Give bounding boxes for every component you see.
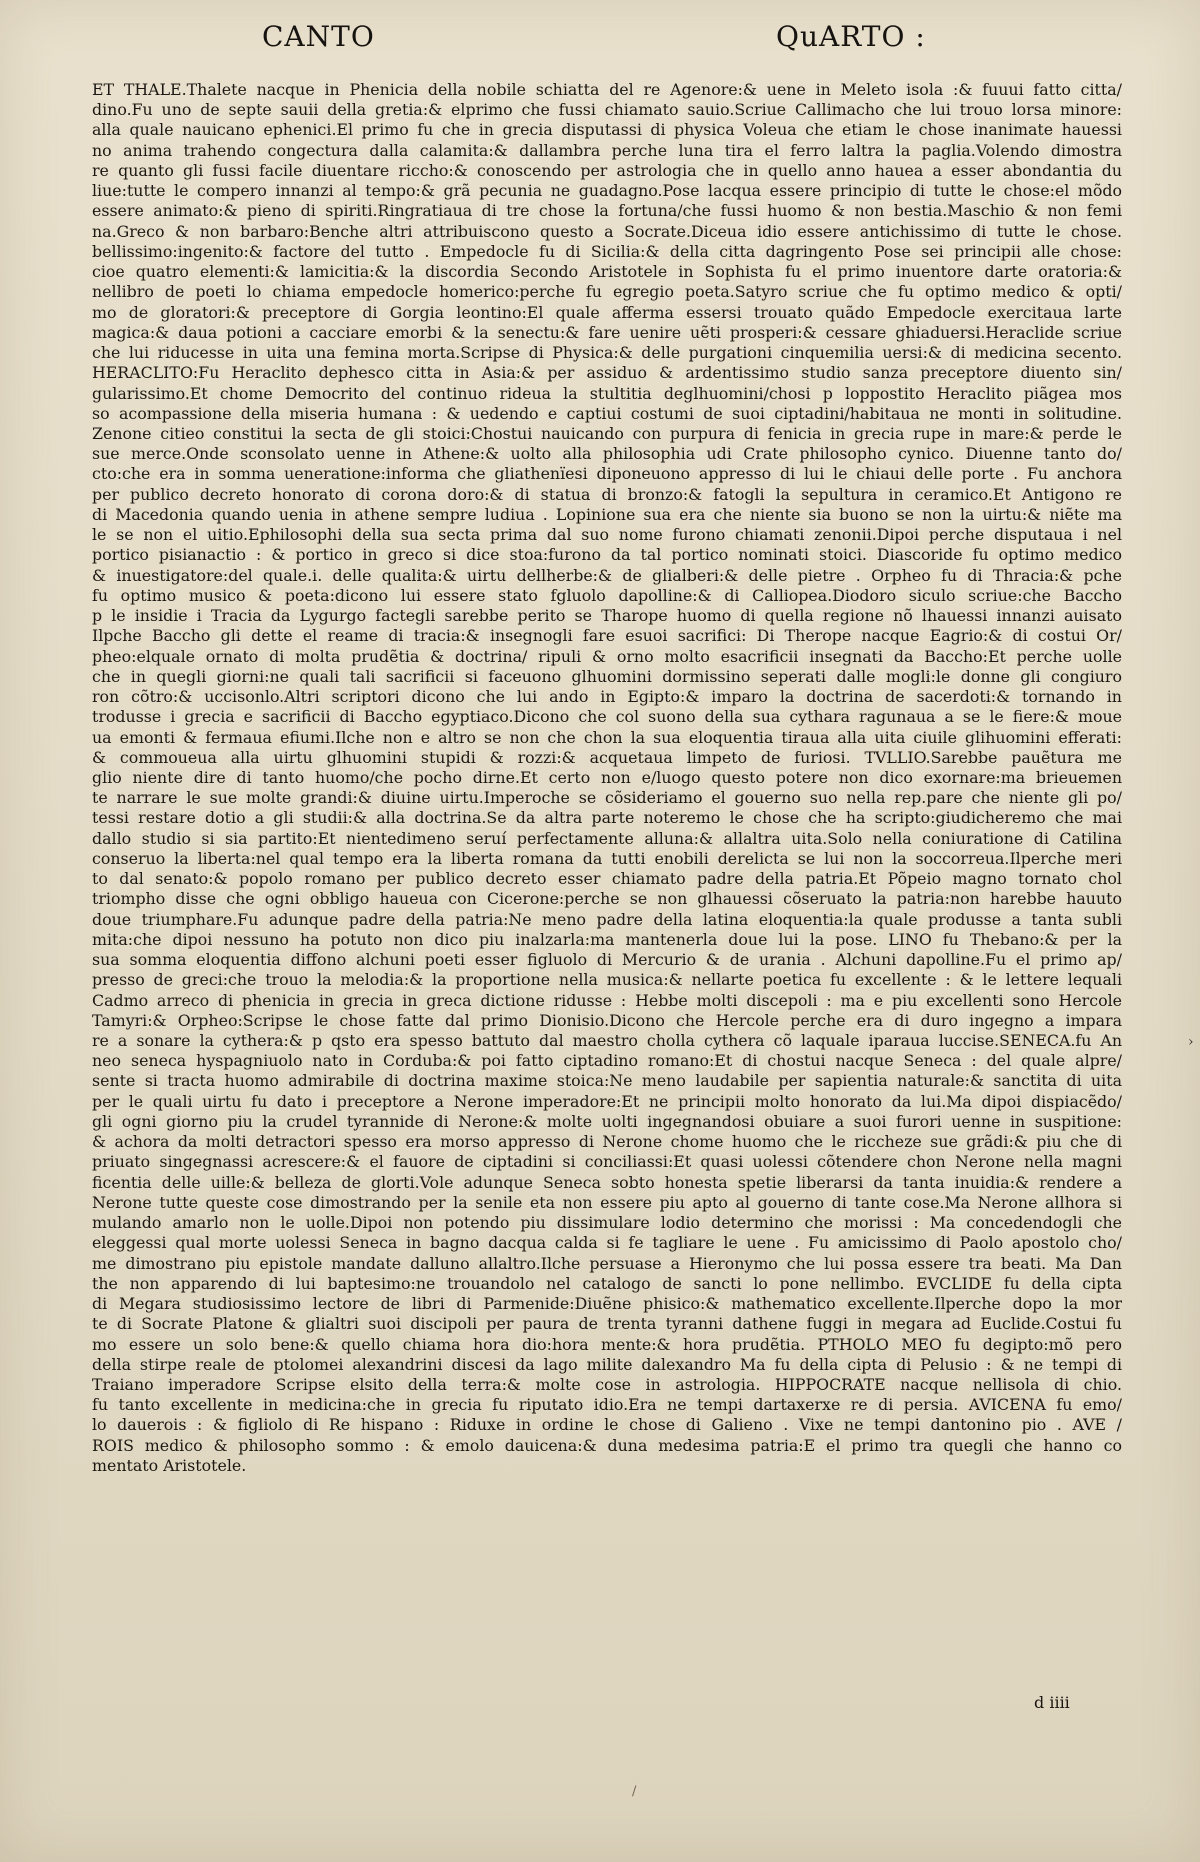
text-line: che lui riducesse in uita una femina morta.Scripse di Physica:& delle purgationi cinquemilia uersi:& di medicina secento. [92, 343, 1122, 363]
text-line: priuato singegnassi acrescere:& el fauore de ciptadini si conciliassi:Et quasi uolessi cõtendere chon Nerone nella magni [92, 1152, 1122, 1172]
text-line: me dimostrano piu epistole mandate dalluno allaltro.Ilche persuase a Hieronymo che lui possa essere tra beati. Ma Dan [92, 1253, 1122, 1273]
text-line: Nerone tutte queste cose dimostrando per la senile eta non essere piu apto al gouerno di tante cose.Ma Nerone allhora si [92, 1192, 1122, 1212]
text-line: gli ogni giorno piu la crudel tyrannide di Nerone:& molte uolti ingegnandosi obuiare a suoi furori uenne in suspitione: [92, 1111, 1122, 1131]
text-line: & achora da molti detractori spesso era morso appresso di Nerone chome huomo che le riccheze sue grãdi:& piu che di [92, 1132, 1122, 1152]
signature-mark: d iiii [1034, 1693, 1070, 1712]
text-line: conseruo la liberta:nel qual tempo era la liberta romana da tutti enobili derelicta se lui non la soccorreua.Ilperche meri [92, 848, 1122, 868]
text-line: presso de greci:che trouo la melodia:& la proportione nella musica:& nellarte poetica fu excellente : & le lettere lequali [92, 970, 1122, 990]
text-line: the non apparendo di lui baptesimo:ne trouandolo nel catalogo de sancti lo pone nellimbo. EVCLIDE fu della cipta [92, 1273, 1122, 1293]
text-line: ET THALE.Thalete nacque in Phenicia della nobile schiatta del re Agenore:& uene in Meleto isola :& fuuui fatto citta/ [92, 80, 1122, 99]
running-head-left: CANTO [262, 20, 375, 53]
text-line: Zenone citieo constitui la secta de gli stoici:Chostui nauicando con purpura di fenicia in grecia rupe in mare:& perde le [92, 423, 1122, 443]
text-line: mulando amarlo non le uolle.Dipoi non potendo piu dissimulare lodio determino che morissi : Ma concedendogli che [92, 1213, 1122, 1233]
text-line: per le quali uirtu fu dato i preceptore a Nerone imperadore:Et ne principii molto honorato da lui.Ma dipoi dispiacẽdo/ [92, 1091, 1122, 1111]
text-line: ua emonti & fermaua efiumi.Ilche non e altro se non che chon la sua eloquentia tiraua alla uita ciuile glihuomini efferati: [92, 727, 1122, 747]
text-line: p le insidie i Tracia da Lygurgo factegli sarebbe perito se Tharope huomo di quella regione nõ lhauessi innanzi auisato [92, 606, 1122, 626]
text-line: portico pisianactio : & portico in greco si dice stoa:furono da tal portico nominati stoici. Diascoride fu optimo medico [92, 545, 1122, 565]
text-line: mo de gloratori:& preceptore di Gorgia leontino:El quale afferma essersi trouato quãdo Empedocle exercitaua larte [92, 302, 1122, 322]
text-line: per publico decreto honorato di corona doro:& di statua di bronzo:& fatogli la sepultura in ceramico.Et Antigono re [92, 484, 1122, 504]
text-line: sue merce.Onde sconsolato uenne in Athene:& uolto alla philosophia udi Crate philosopho cynico. Diuenne tanto do/ [92, 444, 1122, 464]
text-line: essere animato:& pieno di spiriti.Ringratiaua di tre chose la fortuna/che fussi huomo & non bestia.Maschio & non femi [92, 201, 1122, 221]
commentary-text-block [92, 80, 1122, 1710]
text-line: Cadmo arreco di phenicia in grecia in greca dictione ridusse : Hebbe molti discepoli : ma e piu excellenti sono Hercole [92, 990, 1122, 1010]
text-line: no anima trahendo congectura dalla calamita:& dallambra perche luna tira el ferro laltra la paglia.Volendo dimostra [92, 140, 1122, 160]
text-line: Tamyri:& Orpheo:Scripse le chose fatte dal primo Dionisio.Dicono che Hercole perche era di duro ingegno a impara [92, 1010, 1122, 1030]
text-line: gularissimo.Et chome Democrito del continuo rideua la stultitia deglhuomini/chosi p loppostito Heraclito piãgea mos [92, 383, 1122, 403]
text-line: re a sonare la cythera:& p qsto era spesso battuto dal maestro cholla cythera cõ laquale iparaua luccise.SENECA.fu An [92, 1031, 1122, 1051]
margin-mark: › [1188, 1034, 1194, 1050]
text-line: dallo studio si sia partito:Et nientedimeno seruí perfectamente alluna:& allaltra uita.Solo nella coniuratione di Catilina [92, 828, 1122, 848]
text-line: mita:che dipoi nessuno ha potuto non dico piu inalzarla:ma mantenerla doue lui la pose. LINO fu Thebano:& per la [92, 929, 1122, 949]
text-line: lo dauerois : & figliolo di Re hispano : Riduxe in ordine le chose di Galieno . Vixe ne tempi dantonino pio . AVE / [92, 1415, 1122, 1435]
text-line: ROIS medico & philosopho sommo : & emolo dauicena:& duna medesima patria:E el primo tra quegli che hanno co [92, 1435, 1122, 1455]
text-line: mentato Aristotele. [92, 1455, 247, 1475]
text-line: sente si tracta huomo admirabile di doctrina maxime stoica:Ne meno laudabile per sapientia naturale:& sanctita di uita [92, 1071, 1122, 1091]
text-line: cto:che era in somma ueneratione:informa che gliathenïesi diponeuono appresso di lui le chiaui delle porte . Fu anchora [92, 464, 1122, 484]
text-line: ron cõtro:& uccisonlo.Altri scriptori dicono che lui ando in Egipto:& imparo la doctrina de sacerdoti:& tornando in [92, 687, 1122, 707]
text-line: magica:& daua potioni a cacciare emorbi & la senectu:& fare uenire uẽti prosperi:& cessare ghiaduersi.Heraclide scriue [92, 322, 1122, 342]
text-line: di Megara studiosissimo lectore de libri di Parmenide:Diuẽne phisico:& mathematico excellente.Ilperche dopo la mor [92, 1294, 1122, 1314]
text-line: HERACLITO:Fu Heraclito dephesco citta in Asia:& per assiduo & ardentissimo studio sanza preceptore diuento sin/ [92, 363, 1122, 383]
text-line: pheo:elquale ornato di molta prudẽtia & doctrina/ ripuli & orno molto esacrificii insegnati da Baccho:Et perche uolle [92, 646, 1122, 666]
text-line: trodusse i grecia e sacrificii di Baccho egyptiaco.Dicono che col suono della sua cythara ragunaua a se le fiere:& moue [92, 707, 1122, 727]
text-line: della stirpe reale de ptolomei alexandrini discesi da lago milite dalexandro Ma fu della cipta di Pelusio : & ne tempi di [92, 1354, 1122, 1374]
text-line: na.Greco & non barbaro:Benche altri attribuiscono questo a Socrate.Diceua idio essere antichissimo di tutte le chose. [92, 221, 1122, 241]
running-head [0, 14, 1200, 62]
text-line: le se non el uitio.Ephilosophi della sua secta prima dal suo nome furono chiamati zenonii.Dipoi perche disputaua i nel [92, 525, 1122, 545]
text-line: mo essere un solo bene:& quello chiama hora dio:hora mente:& hora prudẽtia. PTHOLO MEO fu degipto:mõ pero [92, 1334, 1122, 1354]
text-line: che in quegli giorni:ne quali tali sacrificii si faceuono glhuomini dormissino seperati dalle mogli:le donne gli congiuro [92, 666, 1122, 686]
text-line: nellibro de poeti lo chiama empedocle homerico:perche fu egregio poeta.Satyro scriue che fu optimo medico & opti/ [92, 282, 1122, 302]
text-line: glio niente dire di tanto huomo/che pocho dirne.Et certo non e/luogo questo potere non dico exornare:ma brieuemen [92, 767, 1122, 787]
text-line: cioe quatro elementi:& lamicitia:& la discordia Secondo Aristotele in Sophista fu el primo inuentore darte oratoria:& [92, 262, 1122, 282]
text-line: to dal senato:& popolo romano per publico decreto esser chiamato padre della patria.Et Põpeio magno tornato chol [92, 869, 1122, 889]
text-line: liue:tutte le compero innanzi al tempo:& grã pecunia ne guadagno.Pose lacqua essere principio di tutte le chose:el mõdo [92, 181, 1122, 201]
text-line: & commoueua alla uirtu glhuomini stupidi & rozzi:& acquetaua limpeto de furiosi. TVLLIO.Sarebbe pauẽtura me [92, 747, 1122, 767]
running-head-right: QuARTO : [776, 20, 926, 53]
text-line: alla quale nauicano ephenici.El primo fu che in grecia disputassi di physica Voleua che etiam le chose inanimate hauessi [92, 120, 1122, 140]
text-line: fu optimo musico & poeta:dicono lui essere stato fgluolo dapolline:& di Calliopea.Diodoro siculo scriue:che Baccho [92, 585, 1122, 605]
text-line: te di Socrate Platone & glialtri suoi discipoli per paura de trenta tyranni dathene fuggi in megara ad Euclide.Costui fu [92, 1314, 1122, 1334]
text-line: eleggessi qual morte uolessi Seneca in bagno dacqua calda si fe tagliare le uene . Fu amicissimo di Paolo apostolo cho/ [92, 1233, 1122, 1253]
text-line: Traiano imperadore Scripse elsito della terra:& molte cose in astrologia. HIPPOCRATE nacque nellisola di chio. [92, 1375, 1122, 1394]
text-line: doue triumphare.Fu adunque padre della patria:Ne meno padre della latina eloquentia:la quale produsse a tanta subli [92, 909, 1122, 929]
footer-mark: / [632, 1784, 637, 1799]
text-line: te narrare le sue molte grandi:& diuine uirtu.Imperoche se cõsideriamo el gouerno suo nella rep.pare che niente gli po/ [92, 788, 1122, 808]
text-line: Ilpche Baccho gli dette el reame di tracia:& insegnogli fare esuoi sacrifici: Di Therope nacque Eagrio:& di costui Or/ [92, 626, 1122, 646]
text-line: tessi restare dotio a gli studii:& alla doctrina.Se da altra parte noteremo le chose che ha scripto:giudicheremo che mai [92, 808, 1122, 828]
text-line: fu tanto excellente in medicina:che in grecia fu riputato idio.Era ne tempi dartaxerxe re di persia. AVICENA fu emo/ [92, 1395, 1122, 1415]
text-line: neo seneca hyspagniuolo nato in Corduba:& poi fatto ciptadino romano:Et di chostui nacque Seneca : del quale alpre/ [92, 1051, 1122, 1071]
text-line: re quanto gli fussi facile diuentare riccho:& conoscendo per astrologia che in quello anno hauea a esser abondantia du [92, 160, 1122, 180]
text-line: triompho disse che ogni obbligo haueua con Cicerone:perche se non glhauessi cõseruato la patria:non harebbe hauuto [92, 889, 1122, 909]
text-line: sua somma eloquentia diffono alchuni poeti esser figluolo di Mercurio & de urania . Alchuni dapolline.Fu el primo ap/ [92, 950, 1122, 970]
text-line: ficentia delle uille:& belleza de glorti.Vole adunque Seneca sobto honesta spetie liberarsi da tanta inuidia:& rendere a [92, 1172, 1122, 1192]
text-line: dino.Fu uno de septe sauii della gretia:& elprimo che fussi chiamato sauio.Scriue Callimacho che lui trouo lorsa minore: [92, 100, 1122, 120]
text-line: di Macedonia quando uenia in athene sempre ludiua . Lopinione sua era che niente sia buono se non la uirtu:& niẽte ma [92, 504, 1122, 524]
text-line: so acompassione della miseria humana : & uedendo e captiui costumi de suoi ciptadini/habitaua ne monti in solitudine. [92, 403, 1122, 423]
text-line: bellissimo:ingenito:& factore del tutto . Empedocle fu di Sicilia:& della citta dagringento Pose sei principii alle chose: [92, 241, 1122, 261]
text-line: & inuestigatore:del quale.i. delle qualita:& uirtu dellherbe:& de glialberi:& delle pietre . Orpheo fu di Thracia:& pche [92, 565, 1122, 585]
